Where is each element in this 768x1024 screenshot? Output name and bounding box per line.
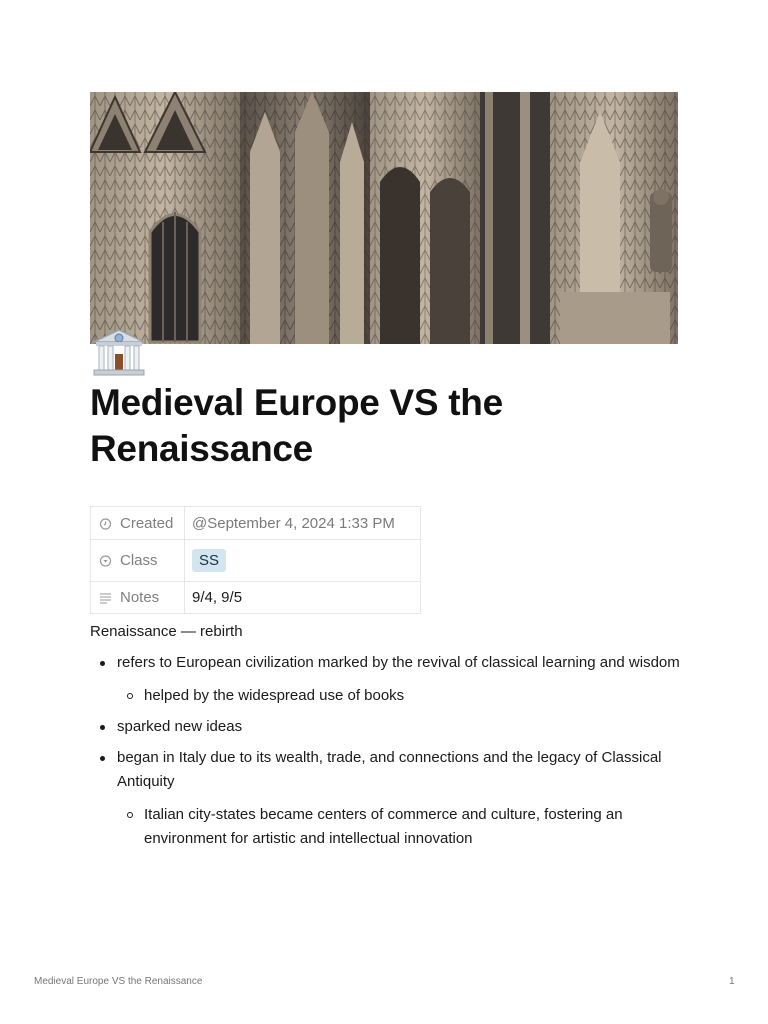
list-item: began in Italy due to its wealth, trade, and connections and the legacy of Classical Antiquity Italian city-states became centers of commerce and culture, fostering an environment for artistic and intellectual innovation xyxy=(90,746,680,851)
property-value-created[interactable]: @September 4, 2024 1:33 PM xyxy=(185,507,421,540)
property-label-notes: Notes xyxy=(120,589,160,606)
clock-icon xyxy=(99,517,112,530)
class-tag[interactable]: SS xyxy=(192,549,226,572)
property-row-class xyxy=(91,540,421,582)
bullet-list xyxy=(90,651,680,851)
sub-list-item: helped by the widespread use of books xyxy=(117,684,680,708)
sub-bullet-list xyxy=(117,803,680,851)
page-number: 1 xyxy=(729,976,735,987)
sub-bullet-list xyxy=(117,684,680,708)
classical-building-icon[interactable] xyxy=(90,326,148,376)
list-item: refers to European civilization marked by the revival of classical learning and wisdom helped by the widespread use of books xyxy=(90,651,680,708)
text-lines-icon xyxy=(99,591,112,604)
select-icon xyxy=(99,554,112,567)
cover-image xyxy=(90,92,678,344)
page-content xyxy=(90,620,680,858)
intro-paragraph: Renaissance — rebirth xyxy=(90,623,243,640)
property-value-class[interactable] xyxy=(185,540,421,582)
property-label-class: Class xyxy=(120,552,158,569)
property-row-created xyxy=(91,507,421,540)
sub-list-item: Italian city-states became centers of commerce and culture, fostering an environment for artistic and intellectual innovation xyxy=(117,803,680,851)
property-value-notes[interactable]: 9/4, 9/5 xyxy=(185,582,421,614)
list-item: sparked new ideas xyxy=(90,715,680,739)
properties-table xyxy=(90,506,421,614)
property-row-notes xyxy=(91,582,421,614)
page-title: Medieval Europe VS the Renaissance xyxy=(90,382,503,469)
property-label-created: Created xyxy=(120,514,174,532)
footer-title: Medieval Europe VS the Renaissance xyxy=(34,976,203,987)
